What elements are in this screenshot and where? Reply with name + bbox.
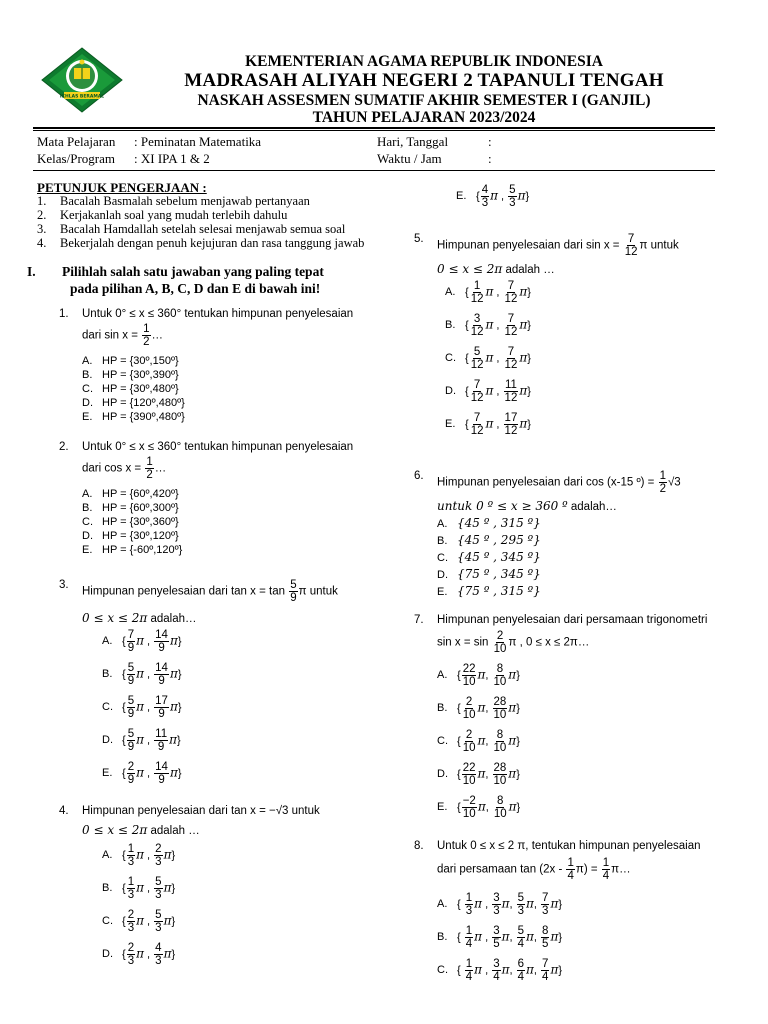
- q1-option-d[interactable]: D. HP = {120º,480º}: [82, 397, 185, 409]
- q6-option-a[interactable]: A. {45 º , 315 º}: [437, 516, 541, 530]
- time-label: Waktu / Jam: [377, 151, 442, 166]
- question-3-number: 3.: [59, 579, 69, 591]
- question-5-number: 5.: [414, 233, 424, 245]
- q1-option-a[interactable]: A. HP = {30º,150º}: [82, 355, 179, 367]
- subject-value: : Peminatan Matematika: [134, 134, 262, 149]
- q2-option-a[interactable]: A. HP = {60º,420º}: [82, 488, 179, 500]
- q8-option-a[interactable]: A. { $\frac{1}{3}$ π , $\frac{3}{3}$ π, $\frac{5}{3}$ π, $\frac{7}{3}$ π}: [437, 892, 563, 917]
- q1-option-e[interactable]: E. HP = {390º,480º}: [82, 411, 185, 423]
- q3-option-b[interactable]: B. { $\frac{5}{9}$ π , $\frac{14}{9}$ π}: [102, 662, 182, 687]
- q6-option-e[interactable]: E. {75 º , 315 º}: [437, 584, 541, 598]
- ministry-title: KEMENTERIAN AGAMA REPUBLIK INDONESIA: [245, 53, 603, 70]
- question-7-line2: sin x = sin $\frac{2}{10}$ π , 0 ≤ x ≤ 2π…: [437, 630, 590, 655]
- q4-option-d[interactable]: D. { $\frac{2}{3}$ π , $\frac{4}{3}$ π}: [102, 942, 176, 967]
- q2-option-c[interactable]: C. HP = {30º,360º}: [82, 516, 179, 528]
- q1-option-c[interactable]: C. HP = {30º,480º}: [82, 383, 179, 395]
- q3-option-a[interactable]: A. { $\frac{7}{9}$ π , $\frac{14}{9}$ π}: [102, 629, 182, 654]
- q5-option-c[interactable]: C. { $\frac{5}{12}$ π , $\frac{7}{12}$ π}: [445, 346, 531, 371]
- day-value: :: [488, 134, 492, 149]
- q3-option-c[interactable]: C. { $\frac{5}{9}$ π , $\frac{17}{9}$ π}: [102, 695, 182, 720]
- question-7-line1: Himpunan penyelesaian dari persamaan trigonometri: [437, 614, 708, 626]
- q8-option-b[interactable]: B. { $\frac{1}{4}$ π , $\frac{3}{5}$ π, $\frac{5}{4}$ π, $\frac{8}{5}$ π}: [437, 925, 563, 950]
- q5-option-a[interactable]: A. { $\frac{1}{12}$ π , $\frac{7}{12}$ π}: [445, 280, 531, 305]
- subject-label: Mata Pelajaran: [37, 134, 116, 149]
- q4-option-a[interactable]: A. { $\frac{1}{3}$ π , $\frac{2}{3}$ π}: [102, 843, 176, 868]
- q7-option-e[interactable]: E. { $\frac{-2}{10}$ π, $\frac{8}{10}$ π}: [437, 795, 521, 820]
- q5-option-d[interactable]: D. { $\frac{7}{12}$ π , $\frac{11}{12}$ π}: [445, 379, 531, 404]
- q8-option-c[interactable]: C. { $\frac{1}{4}$ π , $\frac{3}{4}$ π, $\frac{6}{4}$ π, $\frac{7}{4}$ π}: [437, 958, 563, 983]
- q2-option-d[interactable]: D. HP = {30º,120º}: [82, 530, 179, 542]
- question-4-line1: Himpunan penyelesaian dari tan x = −√3 untuk: [82, 805, 320, 817]
- question-2-line1: Untuk 0° ≤ x ≤ 360° tentukan himpunan penyelesaian: [82, 441, 354, 453]
- question-6-line1: Himpunan penyelesaian dari cos (x-15 º) = $\frac{1}{2}$ √3: [437, 470, 681, 495]
- exam-title: NASKAH ASSESMEN SUMATIF AKHIR SEMESTER I (GANJIL): [197, 92, 651, 109]
- q2-option-e[interactable]: E. HP = {-60º,120º}: [82, 544, 183, 556]
- section-line2: pada pilihan A, B, C, D dan E di bawah ini!: [70, 281, 321, 296]
- q7-option-c[interactable]: C. { $\frac{2}{10}$ π, $\frac{8}{10}$ π}: [437, 729, 520, 754]
- question-8-line1: Untuk 0 ≤ x ≤ 2 π, tentukan himpunan penyelesaian: [437, 840, 701, 852]
- question-5-line1: Himpunan penyelesaian dari sin x = $\frac{7}{12}$ π untuk: [437, 233, 679, 258]
- question-3-line2: 0 ≤ x ≤ 2π adalah…: [82, 611, 197, 625]
- q7-option-d[interactable]: D. { $\frac{22}{10}$ π, $\frac{28}{10}$ π}: [437, 762, 520, 787]
- time-value: :: [488, 151, 492, 166]
- academic-year: TAHUN PELAJARAN 2023/2024: [312, 109, 536, 126]
- q6-option-b[interactable]: B. {45 º , 295 º}: [437, 533, 541, 547]
- q3-option-e[interactable]: E. { $\frac{2}{9}$ π , $\frac{14}{9}$ π}: [102, 761, 182, 786]
- header-rule-thick: [33, 127, 715, 129]
- day-label: Hari, Tanggal: [377, 134, 449, 149]
- question-8-line2: dari persamaan tan (2x - $\frac{1}{4}$ π) = $\frac{1}{4}$ π…: [437, 857, 631, 882]
- logo-text: IKHLAS BERAMAL: [59, 94, 105, 100]
- school-title: MADRASAH ALIYAH NEGERI 2 TAPANULI TENGAH: [184, 70, 664, 91]
- q3-option-d[interactable]: D. { $\frac{5}{9}$ π , $\frac{11}{9}$ π}: [102, 728, 181, 753]
- q4-option-c[interactable]: C. { $\frac{2}{3}$ π , $\frac{5}{3}$ π}: [102, 909, 176, 934]
- question-2-number: 2.: [59, 441, 69, 453]
- q1-option-b[interactable]: B. HP = {30º,390º}: [82, 369, 179, 381]
- q6-option-d[interactable]: D. {75 º , 345 º}: [437, 567, 541, 581]
- header-rule-thin: [33, 130, 715, 131]
- question-2-line2: dari cos x = $\frac{1}{2}$ …: [82, 456, 167, 481]
- question-6-number: 6.: [414, 470, 424, 482]
- q7-option-b[interactable]: B. { $\frac{2}{10}$ π, $\frac{28}{10}$ π}: [437, 696, 520, 721]
- q2-option-b[interactable]: B. HP = {60º,300º}: [82, 502, 179, 514]
- question-5-line2: 0 ≤ x ≤ 2π adalah …: [437, 262, 555, 276]
- section-line1: Pilihlah salah satu jawaban yang paling tepat: [62, 264, 324, 279]
- q7-option-a[interactable]: A. { $\frac{22}{10}$ π, $\frac{8}{10}$ π}: [437, 663, 520, 688]
- class-label: Kelas/Program: [37, 151, 115, 166]
- section-number: I.: [27, 264, 36, 279]
- question-4-number: 4.: [59, 805, 69, 817]
- question-1-line2: dari sin x = $\frac{1}{2}$ …: [82, 323, 164, 348]
- meta-rule: [33, 170, 715, 171]
- q5-option-b[interactable]: B. { $\frac{3}{12}$ π , $\frac{7}{12}$ π}: [445, 313, 531, 338]
- question-1-line1: Untuk 0° ≤ x ≤ 360° tentukan himpunan penyelesaian: [82, 308, 354, 320]
- question-4-line2: 0 ≤ x ≤ 2π adalah …: [82, 823, 200, 837]
- q6-option-c[interactable]: C. {45 º , 345 º}: [437, 550, 541, 564]
- question-6-line2: untuk 0 º ≤ x ≥ 360 º adalah…: [437, 499, 617, 513]
- class-value: : XI IPA 1 & 2: [134, 151, 210, 166]
- question-8-number: 8.: [414, 840, 424, 852]
- q4-option-e[interactable]: E. { $\frac{4}{3}$ π , $\frac{5}{3}$ π}: [456, 184, 530, 209]
- question-3-line1: Himpunan penyelesaian dari tan x = tan $\frac{5}{9}$ π untuk: [82, 579, 338, 604]
- q4-option-b[interactable]: B. { $\frac{1}{3}$ π , $\frac{5}{3}$ π}: [102, 876, 176, 901]
- q5-option-e[interactable]: E. { $\frac{7}{12}$ π , $\frac{17}{12}$ π}: [445, 412, 531, 437]
- instructions-title: PETUNJUK PENGERJAAN :: [37, 180, 207, 195]
- question-7-number: 7.: [414, 614, 424, 626]
- question-1-number: 1.: [59, 308, 69, 320]
